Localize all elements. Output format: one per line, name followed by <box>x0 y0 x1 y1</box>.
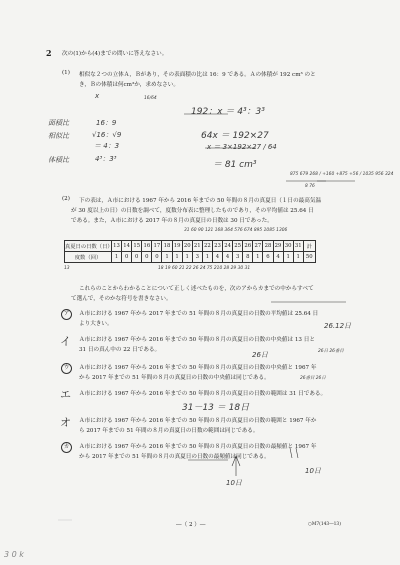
table-cell-count: 1 <box>253 252 263 263</box>
table-cell-count: 1 <box>293 252 303 263</box>
table-cell-day: 19 <box>172 241 182 252</box>
table-cell-day: 13 <box>112 241 122 252</box>
table-cell-count: 1 <box>283 252 293 263</box>
table-cell-count: 0 <box>142 252 152 263</box>
option-a-circle-mark: ア <box>61 309 72 320</box>
table-cell-day: 20 <box>182 241 192 252</box>
option-b-line2: 31 日の真ん中の 22 日である。 <box>79 347 161 353</box>
q1-side-calc-2: 8 76 <box>305 184 315 189</box>
q1-line2: き，Ｂの体積は何cm³か，求めなさい。 <box>79 82 179 88</box>
q1-label: (1) <box>62 70 70 76</box>
instruction-line1: これらのことからわかることについて正しく述べたものを，次のアからカまでの中からすべて <box>79 286 314 292</box>
table-cell-day: 29 <box>273 241 283 252</box>
table-cell-day: 22 <box>202 241 212 252</box>
question-number: 2 <box>46 48 52 58</box>
corner-note: 3 0 k <box>4 550 24 559</box>
table-cell-count: 4 <box>273 252 283 263</box>
option-f-circle-mark: カ <box>61 442 72 453</box>
option-f-line2: から 2017 年までの 51 年間の８月の真夏日の日数の最頻値は同じである。 <box>79 454 270 460</box>
option-e-line1: Ａ市における 1967 年から 2016 年までの 50 年間の８月の真夏日の日数の範囲と 1967 年か <box>79 418 317 424</box>
q2-label: (2) <box>62 196 70 202</box>
table-cell-day: 27 <box>253 241 263 252</box>
q1-area-ratio: 16：9 <box>96 119 117 127</box>
table-cell-day: 18 <box>162 241 172 252</box>
table-below-note-left: 13 <box>64 266 70 271</box>
q1-fraction-note: 16/64 <box>144 96 157 101</box>
q1-similarity-ratio: √16：√9 <box>92 131 122 139</box>
option-d-line1: Ａ市における 1967 年から 2016 年までの 50 年間の８月の真夏日の日数の範囲は 31 日である。 <box>79 391 327 397</box>
table-cell-day: 21 <box>192 241 202 252</box>
q1-note-x: x <box>95 92 100 100</box>
table-cell-day: 15 <box>132 241 142 252</box>
q1-similarity-simplified: ＝ 4：3 <box>94 142 120 150</box>
option-c-circle-mark: ウ <box>61 363 72 374</box>
table-cell-count: 1 <box>112 252 122 263</box>
q1-line1: 相似な２つの立体Ａ，Ｂがあり，その表面積の比は 16：9 である。Ａの体積が 192 cm³ のと <box>79 72 316 78</box>
table-cell-count: 4 <box>223 252 233 263</box>
table-cell-count: 6 <box>263 252 273 263</box>
option-a-line1: Ａ市における 1967 年から 2017 年までの 51 年間の８月の真夏日の日数の平均値は 25.64 日 <box>79 311 319 317</box>
table-cell-count: 8 <box>243 252 253 263</box>
table-cell-day: 24 <box>223 241 233 252</box>
option-a-note: 26.12日 <box>324 322 352 330</box>
option-c-note: 26番目 26日 <box>300 376 326 381</box>
question-instruction: 次の(1)から(4)までの問いに答えなさい。 <box>62 51 168 57</box>
q1-proportion: 192：x ＝ 4³：3³ <box>191 107 265 117</box>
q2-line2: が 30 度以上の日）の日数を調べて，度数分布表に整理したものであり，その平均値は 25.64 日 <box>71 208 314 214</box>
table-below-note: 18 19 60 21 22 26 24 75 210 28 29 30 31 <box>158 266 251 271</box>
q1-side-calc: 875 679 268 / +160 +875 +56 / 1035 956 324 <box>290 172 394 177</box>
option-e-cross-mark: オ <box>60 416 71 429</box>
option-b-cross-mark: イ <box>60 335 71 348</box>
table-cell-count: 0 <box>122 252 132 263</box>
q1-equation: 64x ＝ 192×27 <box>201 131 269 141</box>
option-f-note-2: 10日 <box>226 479 242 487</box>
option-d-work: 31－13 ＝ 18日 <box>182 403 250 413</box>
table-cell-day: 28 <box>263 241 273 252</box>
table-cell-day: 16 <box>142 241 152 252</box>
table-cell-day: 17 <box>152 241 162 252</box>
q1-volume-label: 体積比 <box>48 156 69 164</box>
q1-volume-ratio: 4³：3³ <box>95 155 117 163</box>
instruction-line2: て選んで，そのかな符号を書きなさい。 <box>71 296 172 302</box>
table-cell-count: 1 <box>162 252 172 263</box>
table-cell-count: 0 <box>152 252 162 263</box>
option-e-line2: ら 2017 年までの 51 年間の８月の真夏日の日数の範囲は同じである。 <box>79 428 259 434</box>
option-b-margin-note: 26日 26番目 <box>318 349 344 354</box>
option-f-line1: Ａ市における 1967 年から 2016 年までの 50 年間の８月の真夏日の日数の最頻値と 1967 年 <box>79 444 317 450</box>
table-cell-count: 3 <box>233 252 243 263</box>
option-b-note: 26日 <box>252 351 268 359</box>
exam-code: ○M7(143―13) <box>308 522 341 527</box>
table-header-days: 真夏日の日数（日） <box>65 241 112 252</box>
table-cell-count: 1 <box>202 252 212 263</box>
q1-area-ratio-label: 面積比 <box>48 119 69 127</box>
option-c-line2: から 2017 年までの 51 年間の８月の真夏日の日数の中央値は同じである。 <box>79 375 270 381</box>
table-cell-day: 25 <box>233 241 243 252</box>
option-b-line1: Ａ市における 1967 年から 2016 年までの 50 年間の８月の真夏日の日数の中央値は 13 日と <box>79 337 315 343</box>
q1-similarity-label: 相似比 <box>48 132 69 140</box>
table-header-counts: 度数（回） <box>65 252 112 263</box>
q2-line3: である。また，Ａ市における 2017 年の８月の真夏日の日数は 30 日であった。 <box>71 218 273 224</box>
option-f-note: 10日 <box>305 467 321 475</box>
table-cell-day: 14 <box>122 241 132 252</box>
table-cell-count: 1 <box>182 252 192 263</box>
option-c-line1: Ａ市における 1967 年から 2016 年までの 50 年間の８月の真夏日の日数の中央値と 1967 年 <box>79 365 317 371</box>
table-cell-count: 0 <box>132 252 142 263</box>
table-cell-count: 3 <box>192 252 202 263</box>
table-header-total: 計 <box>303 241 315 252</box>
q2-cumulative-scribble: 31 60 90 121 168 364 576 674 895 1085 1306 <box>184 228 288 233</box>
table-cell-day: 23 <box>212 241 222 252</box>
q2-line1: 下の表は，Ａ市における 1967 年から 2016 年までの 50 年間の８月の真夏日（１日の最高気温 <box>79 198 322 204</box>
table-cell-day: 30 <box>283 241 293 252</box>
table-cell-count: 4 <box>212 252 222 263</box>
table-cell-day: 26 <box>243 241 253 252</box>
table-cell-day: 31 <box>293 241 303 252</box>
q1-solution-step: x ＝ 3×192×27 / 64 <box>207 143 277 151</box>
table-cell-count: 1 <box>172 252 182 263</box>
option-d-cross-mark: エ <box>60 388 71 401</box>
page-number: ―（ 2 ）― <box>176 522 206 528</box>
table-cell-total: 50 <box>303 252 315 263</box>
q1-answer: ＝ 81 cm³ <box>213 160 257 170</box>
option-a-line2: より大きい。 <box>79 321 113 327</box>
